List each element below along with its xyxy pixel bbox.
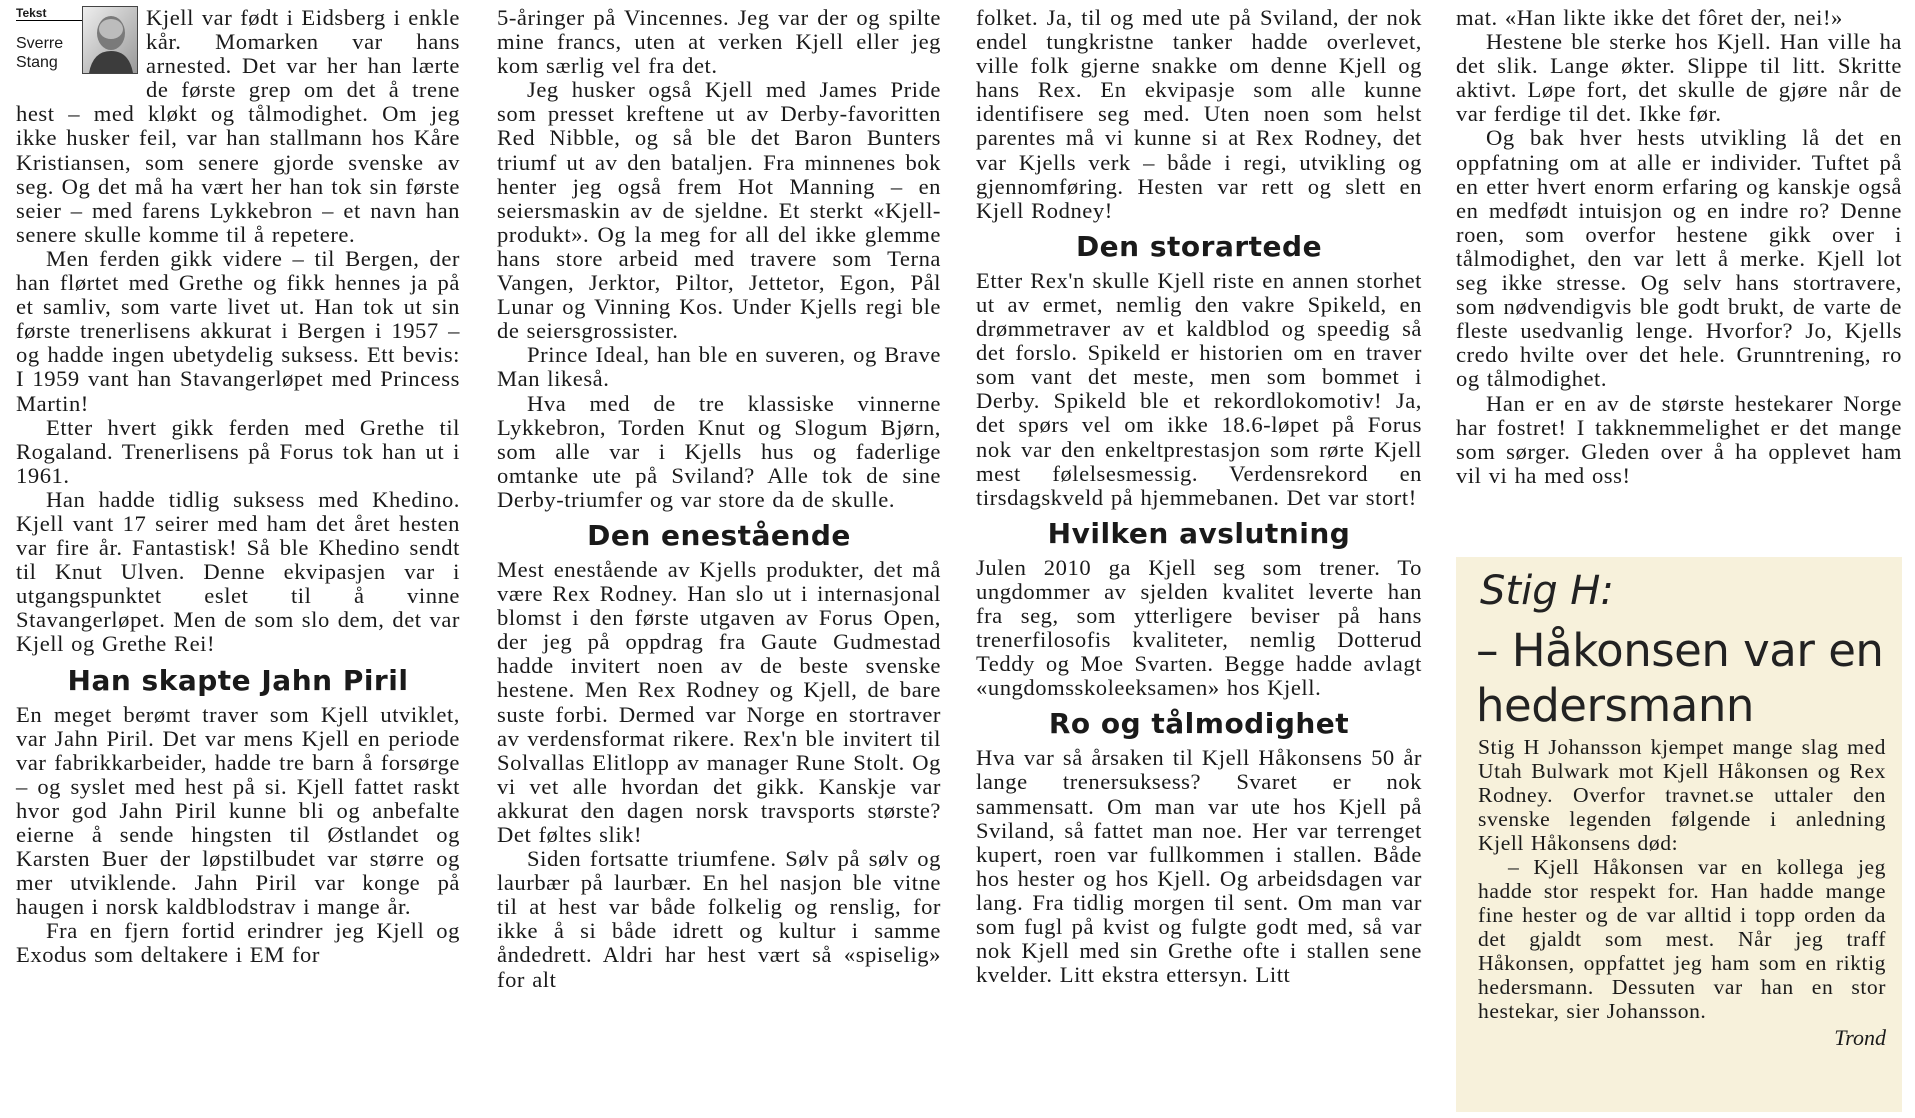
paragraph: Og bak hver hests utvikling lå det en oppfatning om at alle er individer. Tuftet på en etter hvert enorm erfaring og kanskje også en medfødt intuisjon og en indre ro? Denne roen, som overfor hestene gikk over i tålmodighet, den var lett å merke. Kjell lot seg ikke stresse. Og selv hans stortravere, som nødvendigvis ble godt brukt, de varte de fleste usedvanlig lenge. Hvorfor? Jo, Kjells credo hvilte over det hele. Grunntrening, ro og tålmodighet. [1456, 125, 1902, 392]
sidebar-headline: – Håkonsen var en hedersmann [1476, 624, 1884, 732]
paragraph: Prince Ideal, han ble en suveren, og Brave Man likeså. [497, 342, 941, 392]
signature: Trond [1834, 1025, 1886, 1050]
paragraph: En meget berømt traver som Kjell utviklet, var Jahn Piril. Det var mens Kjell en periode var fabrikkarbeider, hadde tre barn å forsørge – og syslet med hest på si. Kjell fattet raskt hvor god Jahn Piril kunne bli og anbefalte eierne å sende hingsten til Østlandet og Karsten Buer der løpstilbudet var større og mer utviklende. Jahn Piril var konge på haugen i norsk kaldblodstrav i mange år. [16, 701, 460, 920]
paragraph: Hestene ble sterke hos Kjell. Han ville ha det slik. Lange økter. Slippe til litt. Skritte aktivt. Løpe fort, det skulle de gjøre når de var ferdige til det. Ikke før. [1456, 29, 1902, 127]
paragraph: Etter Rex'n skulle Kjell riste en annen storhet ut av ermet, nemlig den vakre Spikeld, en drømmetraver av et kaldblod og speedig så det forslo. Spikeld er historien om en traver som vant det meste, men som bommet i Derby. Spikeld ble et rekordlokomotiv! Ja, det spørs vel om ikke 18.6-løpet på Forus nok var den enkeltprestasjon som rørte Kjell mest følelsesmessig. Verdensrekord en tirsdagskveld på hjemmebanen. Det var stort! [976, 267, 1422, 510]
paragraph: mat. «Han likte ikke det fôret der, nei!» [1456, 5, 1843, 30]
paragraph: Han er en av de største hestekarer Norge har fostret! I takknemmelighet er det mange som sørger. Gleden over å ha opplevet ham vil vi ha med oss! [1456, 390, 1902, 488]
paragraph: Kjell var født i Eidsberg i enkle kår. Momarken var hans arnested. Det var her han lærte de første grep om det å trene hest – med kløkt og tålmodighet. Om jeg ikke husker feil, var han stallmann hos Kåre Kristiansen, som senere gjorde svenske av seg. Og det må ha vært her han tok sin første seier – med farens Lykkebron – et navn han senere skulle komme til å repetere. [16, 5, 460, 247]
paragraph: Mest enestående av Kjells produkter, det må være Rex Rodney. Han slo ut i internasjonal blomst i den første utgaven av Forus Open, der jeg på oppdrag fra Gaute Gudmestad hadde invitert noen av de beste svenske hestene. Men Rex Rodney og Kjell, de bare suste forbi. Dermed var Norge en stortraver av verdensformat rikere. Rex'n ble invitert til Solvallas Elitlopp av manager Rune Stolt. Og vi vet alle hvordan det gikk. Kanskje var akkurat den dagen norsk travsports største? Det føltes slik! [497, 556, 941, 847]
paragraph: Fra en fjern fortid erindrer jeg Kjell og Exodus som deltakere i EM for [16, 918, 460, 968]
paragraph: Men ferden gikk videre – til Bergen, der han flørtet med Grethe og fikk hennes ja på et samliv, som varte livet ut. Han tok ut sin første trenerlisens akkurat i Bergen i 1957 – og hadde ingen ubetydelig suksess. Ett bevis: I 1959 vant han Stavangerløpet med Princess Martin! [16, 245, 460, 416]
author-portrait-icon [83, 7, 137, 73]
subheading: Hvilken avslutning [1047, 516, 1351, 550]
column-1 [16, 6, 460, 968]
column-2 [497, 6, 941, 992]
byline [16, 6, 136, 86]
paragraph: Hva med de tre klassiske vinnerne Lykkebron, Torden Knut og Slogum Bjørn, som alle var i Kjells hus og faderlige omtanke ute på Sviland? Alle tok de sine Derby-triumfer og var store da de skulle. [497, 390, 941, 512]
paragraph: Siden fortsatte triumfene. Sølv på sølv og laurbær på laurbær. En hel nasjon ble vitne til at hest var både folkelig og renslig, for ikke å si både idrett og kultur i samme åndedrett. Aldri har hest vært så «spiselig» for alt [497, 846, 941, 992]
paragraph: 5-åringer på Vincennes. Jeg var der og spilte mine francs, uten at verken Kjell eller jeg kom særlig vel fra det. [497, 5, 941, 79]
byline-label: Tekst [16, 6, 124, 21]
sidebar-box [1456, 557, 1902, 1112]
subheading: Den storartede [1075, 229, 1323, 263]
byline-author: Sverre Stang [16, 35, 64, 71]
author-photo [82, 6, 138, 74]
subheading: Ro og tålmodighet [1048, 707, 1350, 741]
paragraph: Jeg husker også Kjell med James Pride som presset kreftene ut av Derby-favoritten Red Nibble, og så ble det Baron Bunters triumf ut av den bataljen. Fra minnenes bok henter jeg også frem Hot Manning – en seiersmaskin av de sjeldne. Et sterkt «Kjell-produkt». Og la meg for all del ikke glemme hans store arbeid med travere som Terna Vangen, Jerktor, Piltor, Jettetor, Egon, Pål Lunar og Vinning Kos. Under Kjells regi ble de seiersgrossister. [497, 77, 941, 344]
column-3 [976, 6, 1422, 987]
paragraph: Etter hvert gikk ferden med Grethe til Rogaland. Trenerlisens på Forus tok han ut i 1961. [16, 414, 460, 488]
paragraph: Stig H Johansson kjempet mange slag med Utah Bulwark mot Kjell Håkonsen og Rex Rodney. Overfor travnet.se uttaler den svenske legenden følgende i anledning Kjell Håkonsens død: [1478, 735, 1886, 855]
sidebar-kicker: Stig H: [1480, 568, 1614, 614]
paragraph: Han hadde tidlig suksess med Khedino. Kjell vant 17 seirer med ham det året hesten var fire år. Fantastisk! Så ble Khedino sendt til Knut Ulven. Denne ekvipasjen var i utgangspunktet eslet til å vinne Stavangerløpet. Men de som slo dem, det var Kjell og Grethe Rei! [16, 486, 460, 657]
subheading: Den enestående [587, 518, 851, 552]
subheading: Han skapte Jahn Piril [67, 663, 409, 697]
column-4 [1456, 6, 1902, 488]
paragraph: folket. Ja, til og med ute på Sviland, der nok endel tungkristne tanker hadde overlevet, ville folk gjerne snakke om denne Kjell og hans Rex. En ekvipasje som alle kunne identifisere seg med. Uten noen som helst parentes må vi kunne si at Rex Rodney, det var Kjells verk – både i regi, utvikling og gjennomføring. Hesten var rett og slett en Kjell Rodney! [976, 5, 1422, 223]
paragraph: Hva var så årsaken til Kjell Håkonsens 50 år lange trenersuksess? Svaret er nok sammensatt. Om man var ute hos Kjell på Sviland, så fattet man noe. Her var terrenget kupert, roen var fullkommen i stallen. Både hos hester og hos Kjell. Og arbeidsdagen var lang. Fra tidlig morgen til sent. Om man var som fugl på kvist og fulgte godt med, så var nok Kjell med sin Grethe ofte i stallen sene kvelder. Litt ekstra ettersyn. Litt [976, 745, 1422, 988]
paragraph: – Kjell Håkonsen var en kollega jeg hadde stor respekt for. Han hadde mange fine hester og de var alltid i topp orden da det gjaldt som mest. Når jeg traff Håkonsen, oppfattet jeg ham som en riktig hedersmann. Dessuten var han en stor hestekar, sier Johansson. [1478, 855, 1886, 1023]
paragraph: Julen 2010 ga Kjell seg som trener. To ungdommer av sjelden kvalitet leverte han fra seg, som ytterligere beviser på hans trenerfilosofis kvaliteter, nemlig Dotterud Teddy og Moe Svarten. Begge hadde avlagt «ungdomsskoleeksamen» hos Kjell. [976, 554, 1422, 701]
sidebar-body [1478, 735, 1886, 1051]
